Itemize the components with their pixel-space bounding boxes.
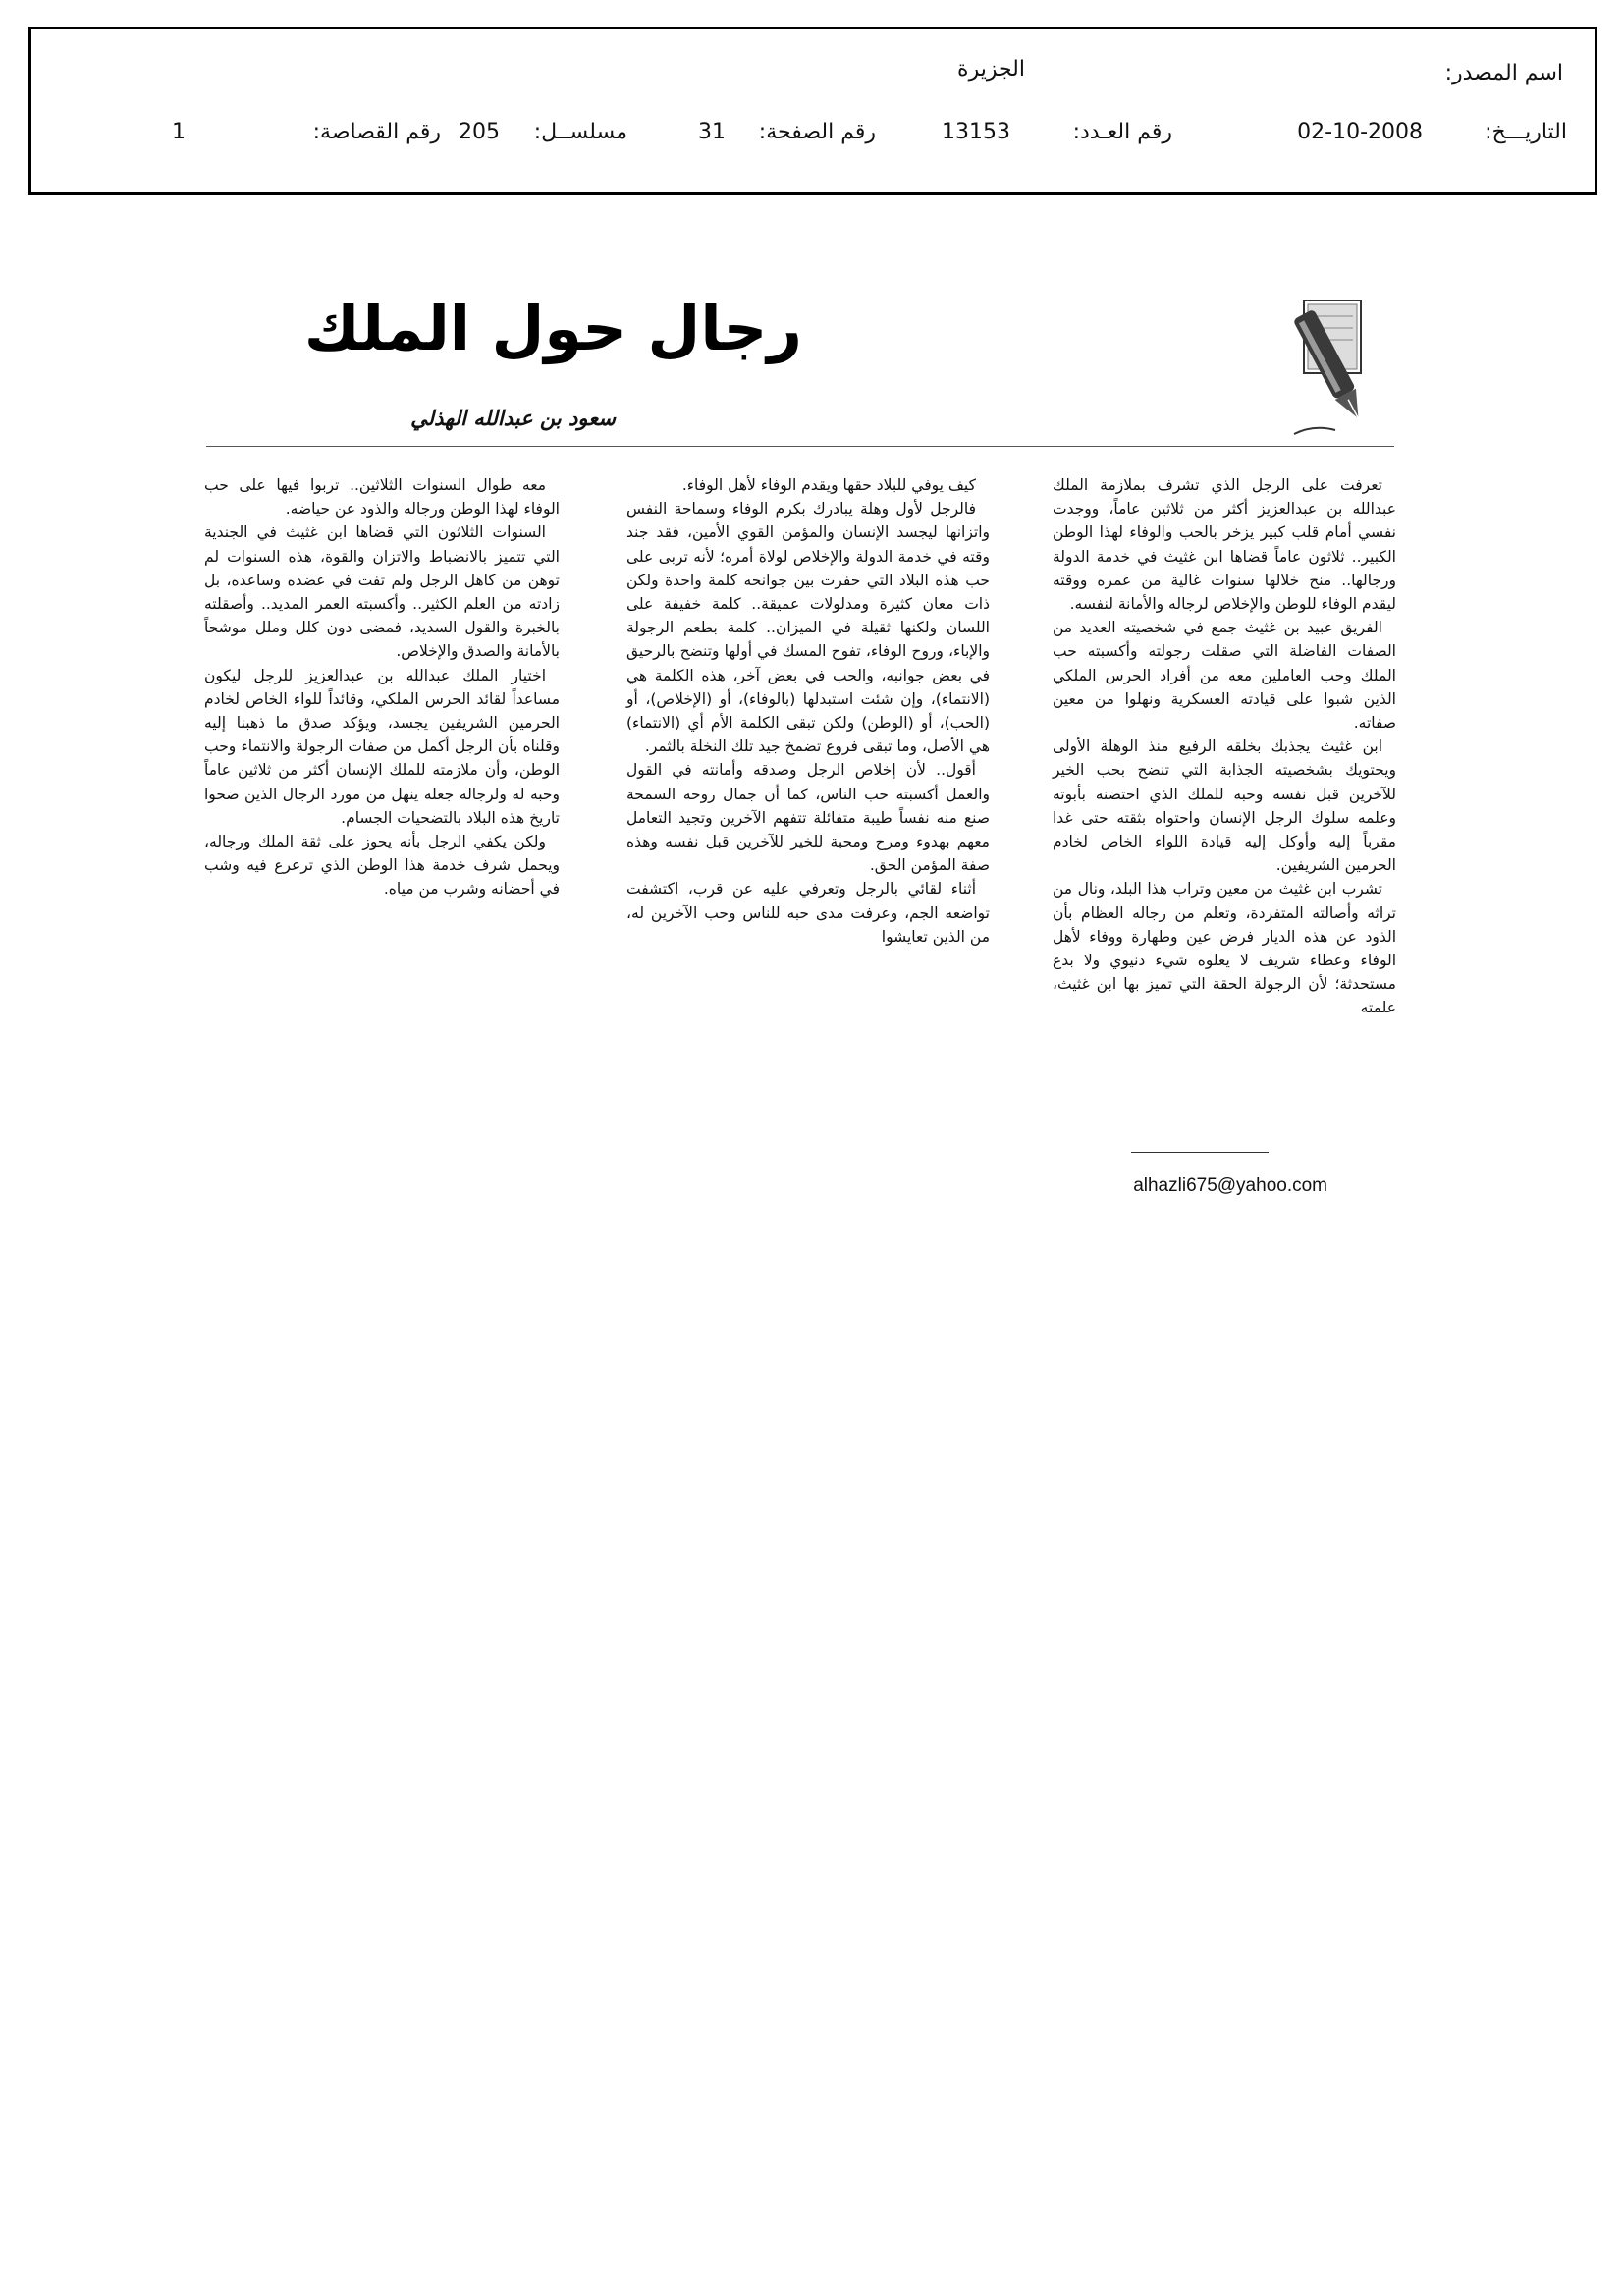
- page-value: 31: [698, 120, 726, 144]
- clipping-metadata-box: [28, 27, 1597, 195]
- paragraph: تعرفت على الرجل الذي تشرف بملازمة الملك عبدالله بن عبدالعزيز أكثر من ثلاثين عاماً، ووجدت نفسي أمام قلب كبير يزخر بالحب والوفاء لهذا الوطن الكبير.. ثلاثون عاماً قضاها ابن غثيث في خدمة الدولة ورجالها.. منح خلالها سنوات غالية من عمره ووقته ليقدم الوفاء للوطن والإخلاص لرجاله والأمانة لنفسه.: [1053, 476, 1396, 614]
- source-label: اسم المصدر:: [1444, 61, 1563, 85]
- paragraph: السنوات الثلاثون التي قضاها ابن غثيث في الجندية التي تتميز بالانضباط والاتزان والقوة، هذه السنوات لم توهن من كاهل الرجل ولم تفت في عضده وساعده، بل زادته من العلم الكثير.. وأكسبته العمر المديد.. وأصقلته بالخبرة والقول السديد، فمضى دون كلل وملل موشحاً بالأمانة والصدق والإخلاص.: [204, 523, 560, 661]
- paragraph: معه طوال السنوات الثلاثين.. تربوا فيها على حب الوفاء لهذا الوطن ورجاله والذود عن حياضه.: [204, 476, 560, 519]
- issue-label: رقم العـدد:: [1072, 120, 1172, 144]
- author-email: alhazli675@yahoo.com: [1133, 1175, 1327, 1196]
- serial-value: 205: [459, 120, 500, 144]
- paragraph: أقول.. لأن إخلاص الرجل وصدقه وأمانته في القول والعمل أكسبته حب الناس، كما أن جمال روحه السمحة صنع منه نفساً طيبة متفائلة تتفهم الآخرين وتجيد التعامل معهم بهدوء ومرح ومحبة للخير للآخرين قبل نفسه وهذه صفة المؤمن الحق.: [626, 761, 990, 875]
- page-label: رقم الصفحة:: [758, 120, 876, 144]
- serial-label: مسلســل:: [533, 120, 627, 144]
- paragraph: ولكن يكفي الرجل بأنه يحوز على ثقة الملك ورجاله، ويحمل شرف خدمة هذا الوطن الذي ترعرع فيه وشب في أحضانه وشرب من مياه.: [204, 833, 560, 899]
- article-title: رجال حول الملك: [303, 293, 802, 364]
- title-divider: [206, 446, 1394, 447]
- article-author: سعود بن عبدالله الهذلي: [410, 407, 616, 430]
- date-value: 02-10-2008: [1297, 120, 1423, 144]
- newspaper-clipping: [196, 247, 1396, 1223]
- signature-divider: [1131, 1152, 1269, 1153]
- paragraph: كيف يوفي للبلاد حقها ويقدم الوفاء لأهل الوفاء.: [681, 476, 976, 494]
- paragraph: فالرجل لأول وهلة يبادرك بكرم الوفاء وسماحة النفس واتزانها ليجسد الإنسان والمؤمن القوي الأمين، فقد جند وقته في خدمة الدولة والإخلاص لولاة أمره؛ لأنه تربى على حب هذه البلاد التي حفرت بين جوانحه كلمة واحدة ولكن ذات معان كثيرة ومدلولات عميقة.. كلمة خفيفة على اللسان ولكنها ثقيلة في الميزان.. كلمة بطعم الرجولة والإباء، وروح الوفاء، تفوح المسك في أولها وتنضح بالرحيق في بعض جوانبه، والحب في بعض آخر، هذه الكلمة هي (الانتماء)، وإن شئت استبدلها (بالوفاء)، أو (الإخلاص)، أو (الحب)، أو (الوطن) ولكن تبقى الكلمة الأم أي (الانتماء) هي الأصل، وما تبقى فروع تضمخ جيد تلك النخلة بالثمر.: [626, 500, 990, 756]
- clip-label: رقم القصاصة:: [312, 120, 441, 144]
- article-column-3: [204, 473, 560, 902]
- paragraph: اختيار الملك عبدالله بن عبدالعزيز للرجل ليكون مساعداً لقائد الحرس الملكي، وقائداً للواء الخاص لخادم الحرمين الشريفين يجسد، ويؤكد صدق ما ذهبنا إليه وقلناه بأن الرجل أكمل من صفات الرجولة والانتماء وحب الوطن، وأن ملازمته للملك الإنسان أكثر من ثلاثين عاماً وحبه له ولرجاله جعله ينهل من مورد الرجال الذين ضحوا تاريخ هذه البلاد بالتضحيات الجسام.: [204, 666, 560, 827]
- paragraph: أثناء لقائي بالرجل وتعرفي عليه عن قرب، اكتشفت تواضعه الجم، وعرفت مدى حبه للناس وحب الآخرين له، من الذين تعايشوا: [626, 880, 990, 946]
- paragraph: تشرب ابن غثيث من معين وتراب هذا البلد، ونال من تراثه وأصالته المتفردة، وتعلم من رجاله العظام بأن الذود عن هذه الديار فرض عين وطهارة ووفاء لأهل الوفاء وعطاء شريف لا يعلوه شيء دنيوي ولا بدع مستحدثة؛ لأن الرجولة الحقة التي تميز بها ابن غثيث، علمته: [1053, 880, 1396, 1017]
- article-column-2: [626, 473, 990, 949]
- clip-value: 1: [172, 120, 186, 144]
- pen-icon: [1284, 277, 1394, 444]
- source-value: الجزيرة: [957, 57, 1025, 82]
- paragraph: ابن غثيث يجذبك بخلقه الرفيع منذ الوهلة الأولى ويحتويك بشخصيته الجذابة التي تنضح بحب الخير للآخرين قبل نفسه وحبه للملك الذي احتضنه بأبوته وعلمه سلوك الرجل الإنسان واحتواه بثقته حتى غدا مقرباً إليه وأوكل إليه قيادة اللواء الخاص لخادم الحرمين الشريفين.: [1053, 738, 1396, 875]
- issue-value: 13153: [942, 120, 1010, 144]
- date-label: التاريـــخ:: [1485, 120, 1567, 144]
- article-column-1: [1053, 473, 1396, 1020]
- paragraph: الفريق عبيد بن غثيث جمع في شخصيته العديد من الصفات الفاضلة التي صقلت رجولته وأكسبته حب الملك وحب العاملين معه من أفراد الحرس الملكي الذين شبوا على قيادته العسكرية ونهلوا من معين صفاته.: [1053, 619, 1396, 733]
